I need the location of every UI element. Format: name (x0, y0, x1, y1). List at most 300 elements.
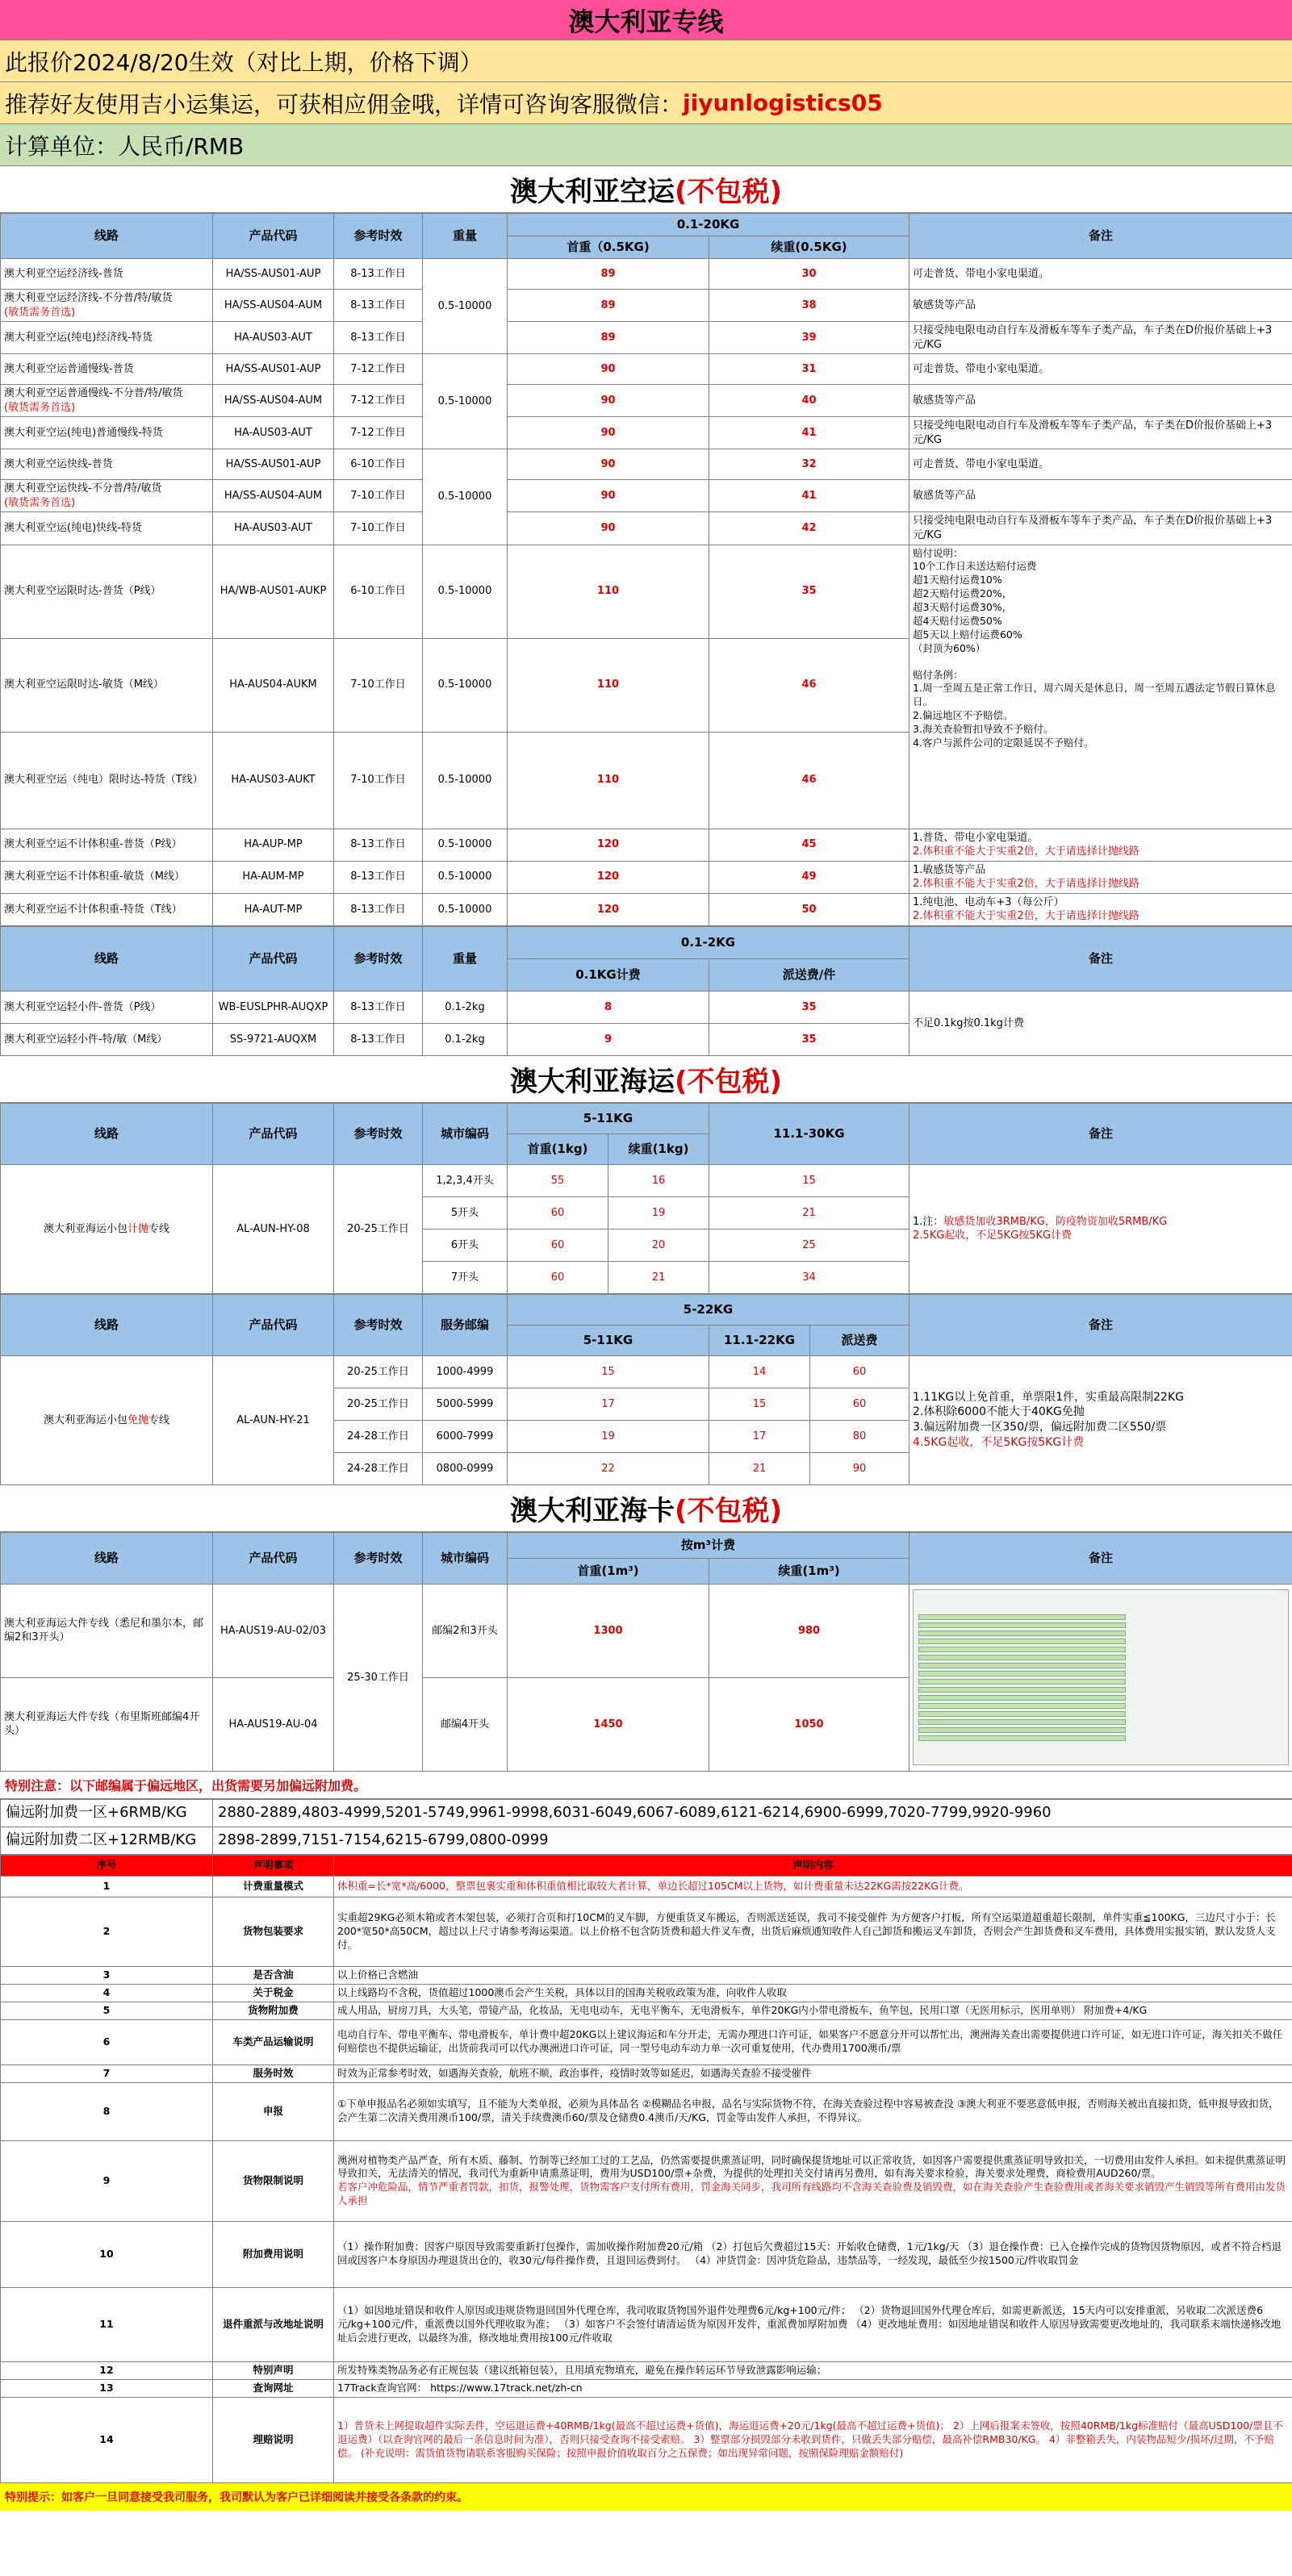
remark-line: 超2天赔付运费20%， (913, 587, 1013, 600)
term-content (334, 2221, 1292, 2287)
table-row (1, 2082, 1292, 2140)
sea1-route (1, 1164, 213, 1293)
small-col-remark: 备注 (909, 926, 1292, 991)
truck-col-zone: 城市编码 (423, 1532, 508, 1584)
table-row (1, 2379, 1292, 2397)
sea2-col-zone: 服务邮编 (423, 1294, 508, 1355)
term-item: 关于税金 (213, 1984, 334, 2002)
term-no: 11 (1, 2287, 213, 2361)
table-row (1, 545, 1292, 638)
air-col-weight: 重量 (423, 214, 508, 259)
table-row (1, 1827, 1292, 1854)
sea2-b: 17 (709, 1420, 810, 1452)
table-row (1, 1584, 1292, 1677)
air-time: 8-13工作日 (334, 861, 423, 893)
currency-text: 计算单位：人民币/RMB (5, 132, 245, 160)
term-no: 9 (1, 2140, 213, 2221)
term-text: 以上价格已含燃油 (337, 1968, 419, 1981)
term-no: 5 (1, 2002, 213, 2019)
sea1-col-cont: 续重(1kg) (608, 1134, 709, 1164)
remark-line: 1.普货、带电小家电渠道。 (913, 831, 1039, 844)
air-first: 89 (508, 259, 709, 290)
term-no: 14 (1, 2397, 213, 2482)
air-first: 110 (508, 732, 709, 829)
term-no: 3 (1, 1966, 213, 1984)
sea1-col-first: 首重(1kg) (508, 1134, 608, 1164)
sea1-heavy: 15 (709, 1164, 909, 1196)
air-remark: 敏感货等产品 (909, 290, 1292, 322)
truck-cont: 1050 (709, 1677, 909, 1771)
air-remark (909, 893, 1292, 925)
truck-title-text: 澳大利亚海卡 (509, 1494, 675, 1527)
term-text: 成人用品，厨房刀具，大头笔，带镜产品，化妆品，无电电动车，无电平衡车，无电滑板车，单件20KG内小带电滑板车，鱼竿包，民用口罩（无医用标示，医用单则） 附加费+4/KG (337, 2003, 1148, 2016)
air-cont: 49 (709, 861, 909, 893)
air-col-range: 0.1-20KG (508, 214, 909, 236)
term-item: 计费重量模式 (213, 1876, 334, 1897)
air-remark: 可走普货、带电小家电渠道。 (909, 449, 1292, 480)
term-no: 13 (1, 2379, 213, 2397)
sea1-heavy: 21 (709, 1196, 909, 1229)
truck-zone: 邮编2和3开头 (423, 1584, 508, 1677)
sea1-col-time: 参考时效 (334, 1103, 423, 1164)
truck-first: 1300 (508, 1584, 709, 1677)
sea2-col-remark: 备注 (909, 1294, 1292, 1355)
air-route: 澳大利亚空运不计体积重-普货（P线） (1, 829, 213, 861)
truck-section-title (0, 1485, 1292, 1532)
table-row (1, 1799, 1292, 1827)
sea2-col-code: 产品代码 (213, 1294, 334, 1355)
small-col-range: 0.1-2KG (508, 926, 909, 958)
air-cont: 38 (709, 290, 909, 322)
small-weight: 0.1-2kg (423, 991, 508, 1023)
remark-line-red: 2.体积重不能大于实重2倍，大于请选择计抛线路 (913, 878, 1139, 891)
remark-red: 敏感货加收3RMB/KG，防疫物资加收5RMB/KG (943, 1215, 1168, 1228)
small-first: 8 (508, 991, 709, 1023)
table-row (1, 480, 1292, 512)
air-route: 澳大利亚空运不计体积重-特货（T线） (1, 893, 213, 925)
term-item: 理赔说明 (213, 2397, 334, 2482)
table-row (1, 829, 1292, 861)
air-first: 90 (508, 480, 709, 512)
referral-text: 推荐好友使用吉小运集运，可获相应佣金哦，详情可咨询客服微信： (5, 90, 684, 118)
table-row (1, 417, 1292, 449)
sea2-zone: 6000-7999 (423, 1420, 508, 1452)
sea2-b: 15 (709, 1388, 810, 1420)
remark-line: 超5天以上赔付运费60% (913, 628, 1022, 641)
small-weight: 0.1-2kg (423, 1023, 508, 1055)
table-row (1, 861, 1292, 893)
small-fee: 35 (709, 991, 909, 1023)
air-route: 澳大利亚空运不计体积重-敏货（M线） (1, 861, 213, 893)
sea2-fee: 60 (810, 1388, 909, 1420)
term-no: 8 (1, 2082, 213, 2140)
remote-zone-codes: 2898-2899,7151-7154,6215-6799,0800-0999 (213, 1827, 1292, 1854)
air-cont: 39 (709, 322, 909, 354)
air-cont: 45 (709, 829, 909, 861)
sea2-zone: 0800-0999 (423, 1452, 508, 1484)
size-chart-row (918, 1647, 1126, 1652)
sea2-col-b: 11.1-22KG (709, 1325, 810, 1355)
air-time: 8-13工作日 (334, 322, 423, 354)
air-time: 6-10工作日 (334, 449, 423, 480)
route-name: 澳大利亚海运小包 (43, 1222, 128, 1235)
remote-notice-text: 特别注意：以下邮编属于偏远地区，出货需要另加偏远附加费。 (5, 1777, 367, 1793)
remark-line (913, 1215, 1289, 1230)
air-first: 120 (508, 829, 709, 861)
term-no: 7 (1, 2065, 213, 2082)
air-code: HA/SS-AUS01-AUP (213, 259, 334, 290)
sea2-col-route: 线路 (1, 1294, 213, 1355)
sea-section-title (0, 1056, 1292, 1103)
air-time: 7-12工作日 (334, 417, 423, 449)
sea2-fee: 60 (810, 1355, 909, 1388)
sea1-col-range2: 11.1-30KG (709, 1103, 909, 1164)
term-content (334, 2065, 1292, 2082)
term-item: 特别声明 (213, 2361, 334, 2379)
term-text: 实重超29KG必须木箱或者木架包装，必须打合页和打10CM的叉车脚，方便重货叉车搬运，否则派送延误，我司不接受催件 为方便客户打板，所有空运渠道超重超长限制，单件实重≦100KG，三边尺寸小于：长200*宽50*高50CM，超过以上尺寸请参考海运渠道。以上价格不包含防货费和超大件叉车费，出货后麻烦通知收件人自己卸货和搬运叉车卸货，否则会产生卸货费和叉车费用，具体费用实报实销，默认发货人支付。 (337, 1911, 1276, 1951)
validity-bar (0, 40, 1292, 82)
sea2-route (1, 1355, 213, 1484)
air-weight: 0.5-10000 (423, 732, 508, 829)
term-item: 申报 (213, 2082, 334, 2140)
remote-zone-codes: 2880-2889,4803-4999,5201-5749,9961-9998,6031-6049,6067-6089,6121-6214,6900-6999,7020-7799,9920-9960 (213, 1799, 1292, 1827)
air-col-cont: 续重(0.5KG) (709, 236, 909, 259)
remote-table (0, 1799, 1292, 1855)
term-text-red: 若客户冲危险品，情节严重者罚款，扣货，报警处理，货物需客户支付所有费用，罚金海关同步，我司所有线路均不含海关查验费及销毁费，如在海关查验产生查验费用或者海关要求销毁产生销毁等所有费用由发货人承担 (337, 2181, 1286, 2207)
size-chart-row (918, 1727, 1126, 1733)
air-tax-note: (不包税) (674, 176, 783, 208)
remote-notice (0, 1772, 1292, 1799)
truck-col-time: 参考时效 (334, 1532, 423, 1584)
sea2-b: 21 (709, 1452, 810, 1484)
table-row (1, 893, 1292, 925)
footer-notice (0, 2483, 1292, 2511)
air-cont: 46 (709, 732, 909, 829)
term-content (334, 2361, 1292, 2379)
truck-col-route: 线路 (1, 1532, 213, 1584)
air-time: 8-13工作日 (334, 259, 423, 290)
air-remark: 可走普货、带电小家电渠道。 (909, 354, 1292, 385)
table-row (1, 2361, 1292, 2379)
sea-table-2 (0, 1294, 1292, 1485)
small-time: 8-13工作日 (334, 991, 423, 1023)
sea2-a: 15 (508, 1355, 709, 1388)
small-route: 澳大利亚空运轻小件-特/敏（M线） (1, 1023, 213, 1055)
table-row (1, 2397, 1292, 2482)
table-row (1, 2002, 1292, 2019)
size-chart-row (918, 1695, 1126, 1701)
air-weight: 0.5-10000 (423, 829, 508, 861)
truck-table (0, 1532, 1292, 1772)
truck-tax-note: (不包税) (674, 1494, 783, 1527)
air-time: 7-10工作日 (334, 732, 423, 829)
remote-zone-name: 偏远附加费一区+6RMB/KG (1, 1799, 213, 1827)
table-row (1, 991, 1292, 1023)
air-title-text: 澳大利亚空运 (509, 176, 675, 208)
air-code: HA/SS-AUS01-AUP (213, 354, 334, 385)
small-remark: 不足0.1kg按0.1kg计费 (909, 991, 1292, 1055)
time-limited-remark (909, 545, 1292, 829)
remark-line: 3.偏远附加费一区350/票，偏远附加费二区550/票 (913, 1421, 1167, 1434)
air-code: HA-AUS03-AUT (213, 512, 334, 545)
route-note: (敏货需务首选) (4, 306, 76, 319)
remark-line-red: 2.体积重不能大于实重2倍，大于请选择计抛线路 (913, 910, 1139, 923)
table-row (1, 385, 1292, 417)
air-remark: 只接受纯电限电动自行车及滑板车等车子类产品，车子类在D价报价基础上+3元/KG (909, 322, 1292, 354)
term-text: 所发特殊类物品务必有正规包装（建议纸箱包装），且用填充物填充，避免在操作转运环节导致泄露影响运输； (337, 2363, 827, 2376)
small-col-route: 线路 (1, 926, 213, 991)
sea1-first: 55 (508, 1164, 608, 1196)
small-col-time: 参考时效 (334, 926, 423, 991)
table-row (1, 2221, 1292, 2287)
remark-line: 4.客户与派件公司的定限延误不予赔付。 (913, 736, 1094, 749)
air-remark: 可走普货、带电小家电渠道。 (909, 259, 1292, 290)
term-item: 退件重派与改地址说明 (213, 2287, 334, 2361)
air-time: 6-10工作日 (334, 545, 423, 638)
sea2-time: 24-28工作日 (334, 1452, 423, 1484)
air-first: 120 (508, 893, 709, 925)
air-weight: 0.5-10000 (423, 259, 508, 354)
term-text-red: 体积重=长*宽*高/6000，整票包裹实重和体积重值相比取较大者计算，单边长超过105CM以上货物，如计费重量未达22KG需按22KG计费。 (337, 1879, 969, 1892)
air-weight: 0.5-10000 (423, 638, 508, 732)
table-row (1, 2065, 1292, 2082)
air-route: 澳大利亚空运（纯电）限时达-特货（T线） (1, 732, 213, 829)
air-first: 90 (508, 385, 709, 417)
size-chart-row (918, 1622, 1126, 1628)
term-item: 货物包装要求 (213, 1897, 334, 1966)
remark-line-red: 2.体积重不能大于实重2倍，大于请选择计抛线路 (913, 845, 1139, 858)
sea-tax-note: (不包税) (674, 1065, 783, 1098)
remark-line: 2.体积除6000不能大于40KG免抛 (913, 1405, 1085, 1419)
air-code: HA-AUP-MP (213, 829, 334, 861)
air-remark: 只接受纯电限电动自行车及滑板车等车子类产品，车子类在D价报价基础上+3元/KG (909, 417, 1292, 449)
table-row (1, 1355, 1292, 1388)
sea2-zone: 1000-4999 (423, 1355, 508, 1388)
air-code: HA-AUM-MP (213, 861, 334, 893)
truck-route: 澳大利亚海运大件专线（悉尼和墨尔本，邮编2和3开头） (1, 1584, 213, 1677)
term-content (334, 2019, 1292, 2065)
air-route (1, 322, 213, 354)
term-item: 查询网址 (213, 2379, 334, 2397)
air-cont: 30 (709, 259, 909, 290)
remark-line: 3.海关查验暂扣导致不予赔付。 (913, 723, 1054, 736)
remark-line: 超1天赔付运费10% (913, 574, 1002, 587)
table-row (1, 290, 1292, 322)
truck-time: 25-30工作日 (334, 1584, 423, 1771)
sea1-first: 60 (508, 1229, 608, 1261)
terms-col-no: 序号 (1, 1855, 213, 1876)
size-chart-rows (914, 1590, 1131, 1764)
air-code: HA/SS-AUS04-AUM (213, 385, 334, 417)
remark-line: （封顶为60%） (913, 641, 986, 654)
term-item: 服务时效 (213, 2065, 334, 2082)
remark-line: 赔付条例： (913, 668, 964, 681)
air-time: 8-13工作日 (334, 829, 423, 861)
sea1-first: 60 (508, 1196, 608, 1229)
air-col-code: 产品代码 (213, 214, 334, 259)
air-route (1, 354, 213, 385)
sea1-zone: 6开头 (423, 1229, 508, 1261)
air-route (1, 417, 213, 449)
air-time: 7-10工作日 (334, 480, 423, 512)
small-col-code: 产品代码 (213, 926, 334, 991)
sea1-col-remark: 备注 (909, 1103, 1292, 1164)
sea2-time: 20-25工作日 (334, 1388, 423, 1420)
air-route: 澳大利亚空运限时达-普货（P线） (1, 545, 213, 638)
air-section-title (0, 166, 1292, 213)
truck-col-cont: 续重(1m³) (709, 1558, 909, 1584)
small-code: WB-EUSLPHR-AUQXP (213, 991, 334, 1023)
sea1-col-range1: 5-11KG (508, 1103, 709, 1134)
sea1-cont: 20 (608, 1229, 709, 1261)
term-no: 6 (1, 2019, 213, 2065)
term-item: 车类产品运输说明 (213, 2019, 334, 2065)
term-content (334, 1966, 1292, 1984)
air-first: 110 (508, 545, 709, 638)
small-code: SS-9721-AUQXM (213, 1023, 334, 1055)
sea1-zone: 1,2,3,4开头 (423, 1164, 508, 1196)
air-route (1, 480, 213, 512)
size-chart-row (918, 1663, 1126, 1668)
truck-col-first: 首重(1m³) (508, 1558, 709, 1584)
term-content (334, 2002, 1292, 2019)
remark-line: 10个工作日未送达赔付运费 (913, 560, 1037, 573)
term-text: （1）操作附加费：因客户原因导致需要重新打包操作，需加收操作附加费20元/箱 （2）打包后欠费超过15天：开始收仓储费，1元/1kg/天 （3）退仓操作费：已入仓操作完成的货物因货物原因，或者不符合档退回或因客户本身原因办理退货出仓的，收30元/每件操作费，且退回运费到付。 （4）冲货罚金：因冲货危险品，违禁品等，一经发现，最低至少按1500元/件收取罚金 (337, 2240, 1282, 2267)
table-row (1, 322, 1292, 354)
route-highlight: 免抛 (127, 1413, 148, 1426)
route-name: 澳大利亚海运小包 (43, 1413, 128, 1426)
term-item: 是否含油 (213, 1966, 334, 1984)
title-text: 澳大利亚专线 (568, 6, 724, 37)
term-no: 2 (1, 1897, 213, 1966)
sea1-col-code: 产品代码 (213, 1103, 334, 1164)
remark-line: 1.周一至周五是正常工作日，周六周天是休息日，周一至周五遇法定节假日算休息日。 (913, 682, 1276, 708)
route-highlight: 计抛 (127, 1222, 148, 1235)
air-cont: 42 (709, 512, 909, 545)
size-chart-note (1131, 1590, 1288, 1764)
route-name: 澳大利亚空运(纯电)经济线-特货 (4, 331, 153, 344)
table-row (1, 1984, 1292, 2002)
air-route (1, 512, 213, 545)
air-first: 90 (508, 354, 709, 385)
term-content (334, 1984, 1292, 2002)
size-chart-row (918, 1735, 1126, 1741)
term-text-red: 1）普货未上网提取超件实际丢件，空运退运费+40RMB/1kg(最高不超过运费+货值)，海运退运费+20元/1kg(最高不超过运费+货值)； 2）上网后报案未签收，按照40RMB/1kg标准赔付（最高USD100/票且不退运费）（以查询官网的最后一条信息时间为准），否则只接受查询不接受索赔。 3）整票部分损毁部分未收到货件，只做丢失部分赔偿，最高补偿RMB30/KG。 4）非整箱丢失，内装物品短少/损坏/过期，不予赔偿。 (补充说明：需货值货物请联系客服购买保险；按照申报价值收取百分之五保费；如出现异常问题，按照保险理赔金额赔付) (337, 2419, 1283, 2459)
sea1-cont: 19 (608, 1196, 709, 1229)
table-row (1, 259, 1292, 290)
sea2-remark (909, 1355, 1292, 1484)
sea1-heavy: 25 (709, 1229, 909, 1261)
sea1-code: AL-AUN-HY-08 (213, 1164, 334, 1293)
term-item: 货物附加费 (213, 2002, 334, 2019)
air-first: 90 (508, 512, 709, 545)
remark-prefix: 1.注： (913, 1215, 944, 1228)
term-content (334, 2140, 1292, 2221)
route-name: 澳大利亚空运普通慢线-普货 (4, 362, 134, 375)
route-name: 澳大利亚空运(纯电)快线-特货 (4, 522, 142, 535)
air-code: HA/SS-AUS04-AUM (213, 290, 334, 322)
remark-line (913, 656, 1289, 669)
term-text: （1）如因地址错误和收件人原因或违规货物退回国外代理仓库，我司收取货物国外退件处理费6元/kg+100元/件； （2）货物退回国外代理仓库后，如需更新派送，15天内可以安排重派，另收取二次派送费6元/kg+100元/件，重派费以国外代理收取为准； （3）如客户不会签付请清运货为原因开发件，重派费加厚附加费 （4）更改地址费用：如因地址错误和收件人原因导致需要更改地址的，我司联系末端快递修改地址后会进行更改，以最终为准，修改地址费用按100元/件收取 (337, 2304, 1282, 2344)
air-route (1, 449, 213, 480)
air-table (0, 213, 1292, 926)
remark-line: 2.偏远地区不予赔偿。 (913, 709, 1014, 722)
air-first: 89 (508, 322, 709, 354)
term-content (334, 1897, 1292, 1966)
route-tail: 专线 (148, 1413, 170, 1426)
table-row (1, 1164, 1292, 1196)
remote-zone-name: 偏远附加费二区+12RMB/KG (1, 1827, 213, 1854)
remark-line: 1.11KG以上免首重，单票限1件，实重最高限制22KG (913, 1390, 1184, 1404)
term-content (334, 2379, 1292, 2397)
truck-col-code: 产品代码 (213, 1532, 334, 1584)
sea1-zone: 5开头 (423, 1196, 508, 1229)
air-col-route: 线路 (1, 214, 213, 259)
route-name: 澳大利亚空运快线-不分普/特/敏货 (4, 482, 162, 495)
size-chart-row (918, 1630, 1126, 1636)
size-chart-row (918, 1639, 1126, 1644)
air-time: 7-10工作日 (334, 512, 423, 545)
air-weight: 0.5-10000 (423, 545, 508, 638)
air-weight: 0.5-10000 (423, 861, 508, 893)
air-route (1, 385, 213, 417)
air-cont: 41 (709, 480, 909, 512)
small-first: 9 (508, 1023, 709, 1055)
air-cont: 40 (709, 385, 909, 417)
air-route (1, 290, 213, 322)
truck-remark-cell (909, 1584, 1292, 1771)
route-name: 澳大利亚空运经济线-不分普/特/敏货 (4, 292, 173, 304)
sea2-time: 24-28工作日 (334, 1420, 423, 1452)
air-remark: 敏感货等产品 (909, 480, 1292, 512)
air-time: 7-10工作日 (334, 638, 423, 732)
table-row (1, 2140, 1292, 2221)
sea1-remark (909, 1164, 1292, 1293)
sea1-first: 60 (508, 1261, 608, 1293)
table-row (1, 1966, 1292, 1984)
small-col-fee: 派送费/件 (709, 958, 909, 991)
terms-col-content: 声明内容 (334, 1855, 1292, 1876)
size-chart-image (913, 1589, 1289, 1765)
sea1-time: 20-25工作日 (334, 1164, 423, 1293)
term-no: 1 (1, 1876, 213, 1897)
truck-first: 1450 (508, 1677, 709, 1771)
air-cont: 41 (709, 417, 909, 449)
term-text: 以上线路均不含税，货值超过1000澳币会产生关税，具体以目的国海关税收政策为准，向收件人收取 (337, 1985, 787, 1998)
small-col-weight: 重量 (423, 926, 508, 991)
air-col-first: 首重（0.5KG) (508, 236, 709, 259)
remark-line: 1.纯电池、电动车+3（每公斤） (913, 896, 1064, 908)
air-first: 89 (508, 290, 709, 322)
sea1-col-zone: 城市编码 (423, 1103, 508, 1164)
size-chart-row (918, 1671, 1126, 1676)
air-code: HA/SS-AUS04-AUM (213, 480, 334, 512)
size-chart-row (918, 1614, 1126, 1620)
sea2-fee: 80 (810, 1420, 909, 1452)
air-remark: 只接受纯电限电动自行车及滑板车等车子类产品，车子类在D价报价基础上+3元/KG (909, 512, 1292, 545)
page-title (0, 0, 1292, 40)
air-route (1, 259, 213, 290)
sea2-zone: 5000-5999 (423, 1388, 508, 1420)
air-first: 120 (508, 861, 709, 893)
term-item: 附加费用说明 (213, 2221, 334, 2287)
air-small-table (0, 926, 1292, 1056)
remark-line: 赔付说明： (913, 546, 964, 559)
remark-red: 2.5KG起收，不足5KG按5KG计费 (913, 1230, 1072, 1242)
sea2-b: 14 (709, 1355, 810, 1388)
air-cont: 31 (709, 354, 909, 385)
term-text: 17Track查询官网： https://www.17track.net/zh-cn (337, 2381, 583, 2394)
